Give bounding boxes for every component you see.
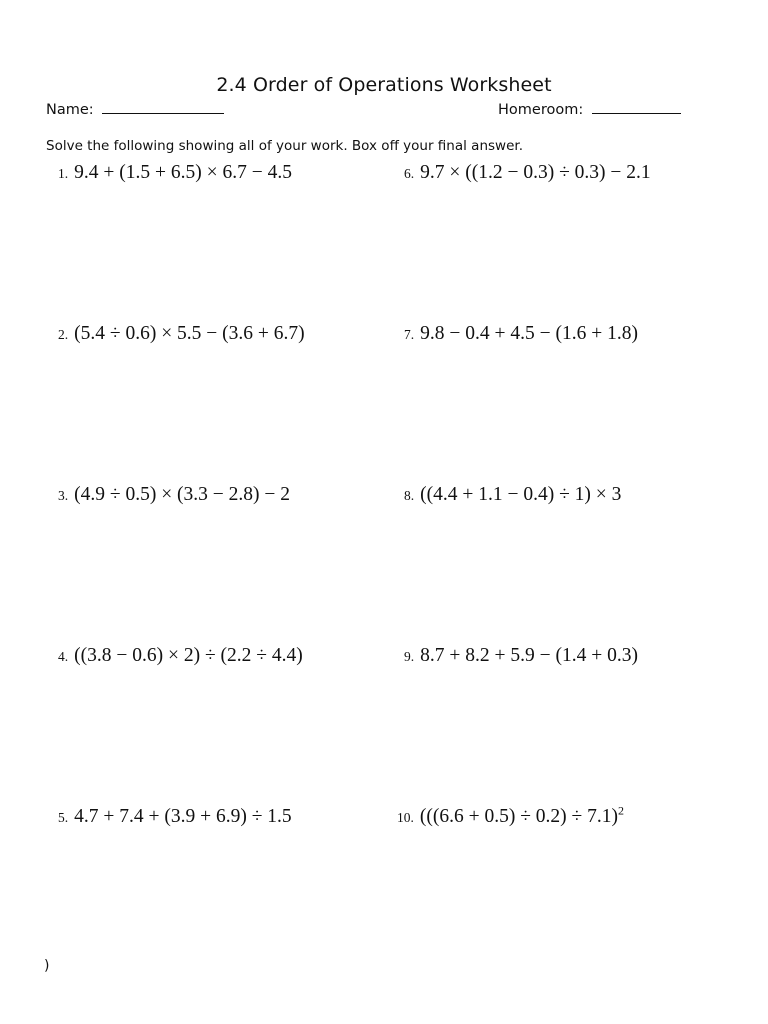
- problem-number: 2.: [58, 327, 69, 342]
- problem-number: 3.: [58, 488, 69, 503]
- worksheet-title: 2.4 Order of Operations Worksheet: [216, 74, 552, 96]
- problem-9: [404, 645, 638, 667]
- problem-number: 4.: [58, 649, 69, 664]
- problem-number: 5.: [58, 810, 69, 825]
- problem-8: [404, 484, 621, 506]
- problem-1: [58, 162, 292, 184]
- problem-5: [58, 806, 292, 828]
- problem-number: 6.: [404, 166, 415, 181]
- problem-7: [404, 323, 638, 345]
- instructions: Solve the following showing all of your work. Box off your final answer.: [46, 138, 523, 154]
- problem-expression: 4.7 + 7.4 + (3.9 + 6.9) ÷ 1.5: [74, 806, 292, 827]
- homeroom-label: Homeroom:: [498, 102, 584, 118]
- problem-number: 8.: [404, 488, 415, 503]
- problem-3: [58, 484, 290, 506]
- problem-6: [404, 162, 651, 184]
- expression-body: (((6.6 + 0.5) ÷ 0.2) ÷ 7.1): [419, 806, 618, 827]
- problem-expression: 9.4 + (1.5 + 6.5) × 6.7 − 4.5: [74, 162, 292, 183]
- problem-expression: 9.8 − 0.4 + 4.5 − (1.6 + 1.8): [420, 323, 638, 344]
- problem-expression: 8.7 + 8.2 + 5.9 − (1.4 + 0.3): [420, 645, 638, 666]
- problem-number: 7.: [404, 327, 415, 342]
- problem-number: 9.: [404, 649, 415, 664]
- problem-expression: ((3.8 − 0.6) × 2) ÷ (2.2 ÷ 4.4): [74, 645, 303, 666]
- homeroom-field: [498, 100, 681, 118]
- problem-expression: ((4.4 + 1.1 − 0.4) ÷ 1) × 3: [420, 484, 622, 505]
- problem-2: [58, 323, 305, 345]
- problem-expression: [419, 803, 624, 828]
- problem-expression: (4.9 ÷ 0.5) × (3.3 − 2.8) − 2: [74, 484, 291, 505]
- problem-10: [397, 803, 624, 828]
- problem-expression: (5.4 ÷ 0.6) × 5.5 − (3.6 + 6.7): [74, 323, 305, 344]
- name-field: [46, 100, 224, 118]
- homeroom-blank-line: [592, 100, 681, 114]
- name-label: Name:: [46, 102, 94, 118]
- problem-number: 1.: [58, 166, 69, 181]
- problem-number: 10.: [397, 810, 414, 825]
- name-blank-line: [102, 100, 224, 114]
- corner-mark: ): [44, 958, 50, 974]
- problem-expression: 9.7 × ((1.2 − 0.3) ÷ 0.3) − 2.1: [420, 162, 651, 183]
- problem-4: [58, 645, 303, 667]
- exponent: 2: [618, 803, 624, 818]
